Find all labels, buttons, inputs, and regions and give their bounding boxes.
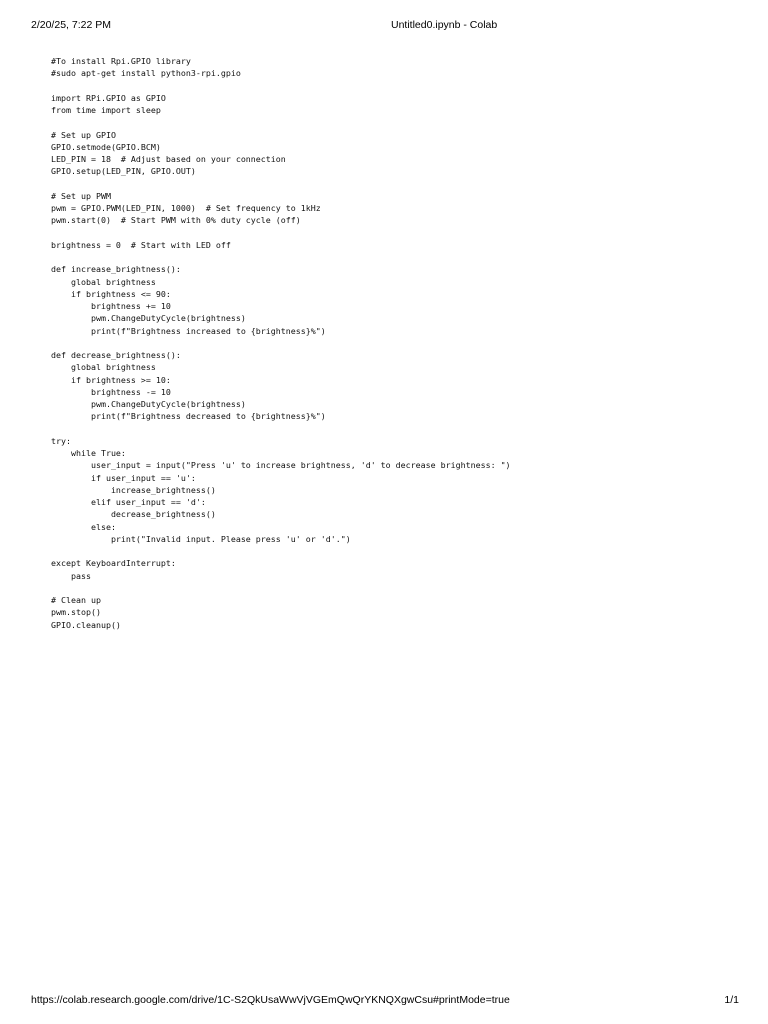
code-line <box>51 545 751 557</box>
code-line <box>51 337 751 349</box>
code-line: user_input = input("Press 'u' to increase brightness, 'd' to decrease brightness: ") <box>51 460 511 471</box>
code-line <box>51 227 751 239</box>
code-line: # Clean up <box>51 595 101 605</box>
code-line: global brightness <box>51 276 156 287</box>
code-line: pwm.ChangeDutyCycle(brightness) <box>51 399 246 409</box>
code-line: pwm.stop() <box>51 607 101 618</box>
code-cell <box>51 55 751 631</box>
code-line: from time import sleep <box>51 105 161 115</box>
print-url: https://colab.research.google.com/drive/1C-S2QkUsaWwVjVGEmQwQrYKNQXgwCsu#printMode=true <box>31 994 510 1006</box>
code-line: try: <box>51 435 71 446</box>
code-line: GPIO.setup(LED_PIN, GPIO.OUT) <box>51 166 196 177</box>
code-line: def decrease_brightness(): <box>51 350 181 360</box>
code-line: else: <box>51 521 116 532</box>
print-page-number: 1/1 <box>724 994 739 1006</box>
code-line: except KeyboardInterrupt: <box>51 558 176 569</box>
code-line <box>51 423 751 435</box>
code-line <box>51 116 751 128</box>
code-line: brightness -= 10 <box>51 386 171 397</box>
code-line: if user_input == 'u': <box>51 472 196 483</box>
code-line: if brightness <= 90: <box>51 288 171 299</box>
print-page-title: Untitled0.ipynb - Colab <box>391 19 498 31</box>
code-line: pwm.ChangeDutyCycle(brightness) <box>51 313 246 324</box>
code-line: increase_brightness() <box>51 484 216 495</box>
code-line: def increase_brightness(): <box>51 264 181 275</box>
code-line: #To install Rpi.GPIO library <box>51 56 191 66</box>
code-line: brightness = 0 # Start with LED off <box>51 239 231 250</box>
code-line: elif user_input == 'd': <box>51 497 206 507</box>
code-line: print(f"Brightness increased to {brightness}%") <box>51 325 326 336</box>
print-datetime: 2/20/25, 7:22 PM <box>31 19 111 31</box>
code-line: global brightness <box>51 362 156 373</box>
code-line: pass <box>51 570 91 581</box>
code-line <box>51 251 751 263</box>
code-line: if brightness >= 10: <box>51 374 171 385</box>
code-line: #sudo apt-get install python3-rpi.gpio <box>51 68 241 79</box>
code-line: print("Invalid input. Please press 'u' or 'd'.") <box>51 533 351 544</box>
code-line: GPIO.setmode(GPIO.BCM) <box>51 141 161 152</box>
code-line <box>51 178 751 190</box>
code-line: print(f"Brightness decreased to {brightness}%") <box>51 411 326 422</box>
code-line: pwm.start(0) # Start PWM with 0% duty cycle (off) <box>51 215 301 226</box>
code-line: while True: <box>51 448 126 458</box>
code-line <box>51 80 751 92</box>
code-line: pwm = GPIO.PWM(LED_PIN, 1000) # Set frequency to 1kHz <box>51 203 321 213</box>
code-line: # Set up GPIO <box>51 129 116 140</box>
code-line: brightness += 10 <box>51 301 171 311</box>
code-line: decrease_brightness() <box>51 509 216 520</box>
code-line <box>51 582 751 594</box>
code-line: # Set up PWM <box>51 190 111 201</box>
code-line: GPIO.cleanup() <box>51 619 121 630</box>
code-line: import RPi.GPIO as GPIO <box>51 92 166 103</box>
code-line: LED_PIN = 18 # Adjust based on your connection <box>51 154 286 164</box>
